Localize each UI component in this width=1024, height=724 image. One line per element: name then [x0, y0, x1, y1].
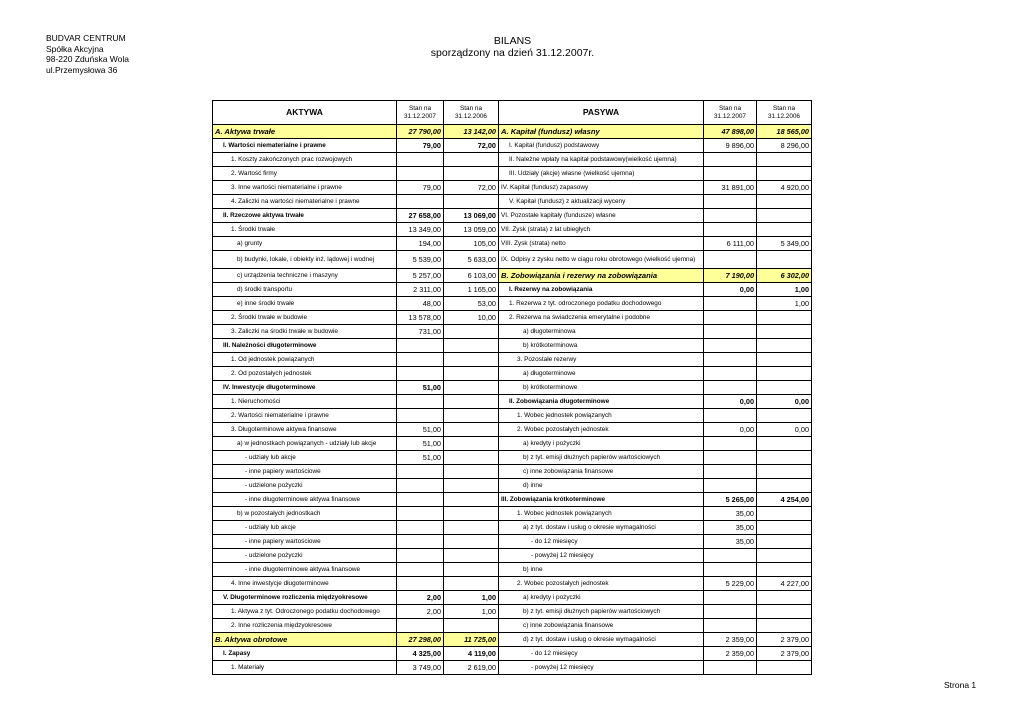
pasywa-value-2007: 0,00 [704, 395, 757, 409]
table-row [213, 339, 812, 353]
aktywa-label: b) budynki, lokale, i obiekty inż. lądowej i wodnej [213, 251, 397, 269]
table-row [213, 633, 812, 647]
pasywa-value-2006 [757, 535, 812, 549]
pasywa-value-2006 [757, 153, 812, 167]
pasywa-value-2007 [704, 591, 757, 605]
company-name: BUDVAR CENTRUM [46, 33, 126, 43]
pasywa-label: I. Rezerwy na zobowiązania [499, 283, 704, 297]
pasywa-label: b) krótkoterminowa [499, 339, 704, 353]
aktywa-value-2006 [444, 549, 499, 563]
table-row [213, 251, 812, 269]
aktywa-value-2007: 51,00 [397, 381, 444, 395]
table-row [213, 521, 812, 535]
aktywa-label: 1. Aktywa z tyt. Odroczonego podatku dochodowego [213, 605, 397, 619]
pasywa-value-2006: 0,00 [757, 395, 812, 409]
pasywa-value-2006: 4 254,00 [757, 493, 812, 507]
pasywa-value-2006: 4 227,00 [757, 577, 812, 591]
table-row [213, 409, 812, 423]
aktywa-label: IV. Inwestycje długoterminowe [213, 381, 397, 395]
table-row [213, 223, 812, 237]
pasywa-value-2006: 4 920,00 [757, 181, 812, 195]
pasywa-label: 1. Wobec jednostek powiązanych [499, 409, 704, 423]
pasywa-value-2007 [704, 381, 757, 395]
aktywa-label: III. Należności długoterminowe [213, 339, 397, 353]
pasywa-value-2006: 0,00 [757, 423, 812, 437]
table-row [213, 311, 812, 325]
aktywa-value-2007 [397, 367, 444, 381]
aktywa-value-2006: 11 725,00 [444, 633, 499, 647]
pasywa-value-2006 [757, 311, 812, 325]
pasywa-label: a) z tyt. dostaw i usług o okresie wymagalności [499, 521, 704, 535]
pasywa-label: 2. Wobec pozostałych jednostek [499, 577, 704, 591]
pasywa-label: c) inne zobowiązania finansowe [499, 619, 704, 633]
table-row [213, 437, 812, 451]
aktywa-value-2007: 51,00 [397, 451, 444, 465]
aktywa-value-2007 [397, 339, 444, 353]
aktywa-label: 2. Od pozostałych jednostek [213, 367, 397, 381]
aktywa-value-2007 [397, 153, 444, 167]
aktywa-label: II. Rzeczowe aktywa trwałe [213, 209, 397, 223]
table-header-row [213, 101, 812, 125]
pasywa-value-2006 [757, 479, 812, 493]
table-row [213, 167, 812, 181]
aktywa-label: A. Aktywa trwałe [213, 125, 397, 139]
pasywa-value-2006 [757, 195, 812, 209]
pasywa-value-2007: 0,00 [704, 283, 757, 297]
pasywa-value-2007 [704, 563, 757, 577]
pasywa-value-2006: 5 349,00 [757, 237, 812, 251]
pasywa-label: 1. Wobec jednostek powiązanych [499, 507, 704, 521]
pasywa-value-2006 [757, 451, 812, 465]
aktywa-label: - inne długoterminowe aktywa finansowe [213, 493, 397, 507]
pasywa-value-2006 [757, 661, 812, 675]
aktywa-label: 2. Wartości niematerialne i prawne [213, 409, 397, 423]
aktywa-label: 1. Środki trwałe [213, 223, 397, 237]
aktywa-label: 1. Materiały [213, 661, 397, 675]
pasywa-value-2007 [704, 251, 757, 269]
aktywa-value-2007 [397, 167, 444, 181]
table-row [213, 605, 812, 619]
aktywa-value-2007 [397, 465, 444, 479]
pasywa-value-2006 [757, 353, 812, 367]
pasywa-label: - do 12 miesięcy [499, 535, 704, 549]
table-row [213, 283, 812, 297]
pasywa-label: b) z tyt. emisji dłużnych papierów wartościowych [499, 605, 704, 619]
pasywa-label: II. Należne wpłaty na kapitał podstawowy(wielkość ujemna) [499, 153, 704, 167]
pasywa-value-2007: 35,00 [704, 535, 757, 549]
pasywa-label: 2. Wobec pozostałych jednostek [499, 423, 704, 437]
pasywa-label: a) długoterminowa [499, 325, 704, 339]
aktywa-value-2007: 2 311,00 [397, 283, 444, 297]
pasywa-label: IX. Odpisy z zysku netto w ciągu roku obrotowego (wielkość ujemna) [499, 251, 704, 269]
aktywa-value-2006: 10,00 [444, 311, 499, 325]
aktywa-label: 2. Inne rozliczenia międzyokresowe [213, 619, 397, 633]
table-row [213, 535, 812, 549]
pasywa-value-2006: 6 302,00 [757, 269, 812, 283]
aktywa-label: - udzielone pożyczki [213, 549, 397, 563]
document-title [380, 35, 645, 59]
aktywa-value-2006 [444, 353, 499, 367]
pasywa-value-2007: 35,00 [704, 507, 757, 521]
aktywa-value-2006: 5 633,00 [444, 251, 499, 269]
aktywa-label: e) inne środki trwałe [213, 297, 397, 311]
pasywa-value-2007 [704, 661, 757, 675]
pasywa-value-2006 [757, 209, 812, 223]
pasywa-value-2006 [757, 251, 812, 269]
aktywa-value-2007 [397, 493, 444, 507]
aktywa-value-2007 [397, 395, 444, 409]
aktywa-label: b) w pozostałych jednostkach [213, 507, 397, 521]
pasywa-label: 2. Rezerwa na świadczenia emerytalne i podobne [499, 311, 704, 325]
aktywa-value-2006 [444, 325, 499, 339]
aktywa-value-2006 [444, 451, 499, 465]
pasywa-value-2007 [704, 223, 757, 237]
pasywa-label: - do 12 miesięcy [499, 647, 704, 661]
aktywa-value-2007 [397, 549, 444, 563]
pasywa-value-2007: 0,00 [704, 423, 757, 437]
company-postal: 98-220 Zduńska Wola [46, 54, 130, 64]
title-main: BILANS [493, 35, 532, 47]
pasywa-value-2007: 2 359,00 [704, 647, 757, 661]
pasywa-value-2007 [704, 311, 757, 325]
pasywa-label: III. Zobowiązania krótkoterminowe [499, 493, 704, 507]
pasywa-value-2007 [704, 465, 757, 479]
pasywa-label: VII. Zysk (strata) z lat ubiegłych [499, 223, 704, 237]
pasywa-value-2007 [704, 367, 757, 381]
pasywa-value-2007 [704, 195, 757, 209]
table-row [213, 125, 812, 139]
pasywa-value-2007 [704, 325, 757, 339]
table-row [213, 451, 812, 465]
aktywa-value-2006 [444, 535, 499, 549]
aktywa-value-2007: 5 539,00 [397, 251, 444, 269]
pasywa-value-2006 [757, 549, 812, 563]
table-row [213, 647, 812, 661]
balance-sheet-table [212, 100, 812, 675]
aktywa-value-2007 [397, 535, 444, 549]
aktywa-value-2006: 105,00 [444, 237, 499, 251]
table-row [213, 423, 812, 437]
aktywa-value-2007 [397, 479, 444, 493]
table-row [213, 139, 812, 153]
pasywa-label: V. Kapitał (fundusz) z aktualizacji wyceny [499, 195, 704, 209]
aktywa-label: V. Długoterminowe rozliczenia międzyokresowe [213, 591, 397, 605]
aktywa-label: - inne papiery wartościowe [213, 465, 397, 479]
pasywa-value-2007 [704, 339, 757, 353]
pasywa-label: I. Kapitał (fundusz) podstawowy [499, 139, 704, 153]
aktywa-value-2007 [397, 521, 444, 535]
aktywa-value-2007: 3 749,00 [397, 661, 444, 675]
table-row [213, 465, 812, 479]
pasywa-value-2007 [704, 209, 757, 223]
aktywa-value-2007 [397, 353, 444, 367]
pasywa-label: III. Udziały (akcje) własne (wielkość ujemna) [499, 167, 704, 181]
pasywa-value-2006 [757, 619, 812, 633]
aktywa-value-2007: 79,00 [397, 181, 444, 195]
table-row [213, 209, 812, 223]
aktywa-label: 1. Od jednostek powiązanych [213, 353, 397, 367]
company-info [46, 33, 129, 75]
aktywa-value-2006: 72,00 [444, 139, 499, 153]
table-row [213, 507, 812, 521]
aktywa-label: I. Zapasy [213, 647, 397, 661]
aktywa-label: - udziały lub akcje [213, 521, 397, 535]
aktywa-label: 3. Inne wartości niematerialne i prawne [213, 181, 397, 195]
aktywa-value-2006: 53,00 [444, 297, 499, 311]
pasywa-value-2007: 2 359,00 [704, 633, 757, 647]
aktywa-value-2007: 731,00 [397, 325, 444, 339]
pasywa-value-2007: 9 896,00 [704, 139, 757, 153]
aktywa-value-2007: 4 325,00 [397, 647, 444, 661]
pasywa-value-2007: 7 190,00 [704, 269, 757, 283]
aktywa-value-2007: 79,00 [397, 139, 444, 153]
aktywa-value-2007: 194,00 [397, 237, 444, 251]
aktywa-value-2006 [444, 479, 499, 493]
aktywa-label: a) grunty [213, 237, 397, 251]
pasywa-value-2007: 35,00 [704, 521, 757, 535]
aktywa-label: 3. Długoterminowe aktywa finansowe [213, 423, 397, 437]
aktywa-label: - udziały lub akcje [213, 451, 397, 465]
aktywa-col-2006-header: Stan na 31.12.2006 [444, 101, 499, 125]
aktywa-label: 3. Zaliczki na środki trwałe w budowie [213, 325, 397, 339]
aktywa-value-2006: 4 119,00 [444, 647, 499, 661]
pasywa-col-2007-header: Stan na 31.12.2007 [704, 101, 757, 125]
pasywa-label: b) krótkoterminowe [499, 381, 704, 395]
aktywa-label: 4. Zaliczki na wartości niematerialne i prawne [213, 195, 397, 209]
aktywa-value-2006 [444, 465, 499, 479]
pasywa-value-2006 [757, 339, 812, 353]
table-row [213, 591, 812, 605]
pasywa-label: a) długoterminowe [499, 367, 704, 381]
pasywa-value-2006 [757, 381, 812, 395]
pasywa-value-2006 [757, 605, 812, 619]
pasywa-value-2007 [704, 451, 757, 465]
aktywa-value-2007 [397, 409, 444, 423]
title-date: sporządzony na dzień 31.12.2007r. [430, 47, 595, 59]
pasywa-value-2006 [757, 437, 812, 451]
table-row [213, 619, 812, 633]
aktywa-label: c) urządzenia techniczne i maszyny [213, 269, 397, 283]
pasywa-label: d) inne [499, 479, 704, 493]
pasywa-value-2007 [704, 479, 757, 493]
aktywa-value-2006 [444, 339, 499, 353]
table-row [213, 563, 812, 577]
aktywa-label: - inne papiery wartościowe [213, 535, 397, 549]
pasywa-label: B. Zobowiązania i rezerwy na zobowiązania [499, 269, 704, 283]
aktywa-label: B. Aktywa obrotowe [213, 633, 397, 647]
pasywa-label: II. Zobowiązania długoterminowe [499, 395, 704, 409]
table-row [213, 269, 812, 283]
aktywa-value-2006 [444, 577, 499, 591]
pasywa-value-2006 [757, 465, 812, 479]
aktywa-label: 4. Inne inwestycje długoterminowe [213, 577, 397, 591]
aktywa-value-2006 [444, 493, 499, 507]
pasywa-value-2006 [757, 167, 812, 181]
pasywa-label: 3. Pozostałe rezerwy [499, 353, 704, 367]
aktywa-header: AKTYWA [213, 101, 397, 125]
aktywa-col-2007-header: Stan na 31.12.2007 [397, 101, 444, 125]
pasywa-value-2007 [704, 409, 757, 423]
pasywa-value-2006 [757, 563, 812, 577]
pasywa-label: VIII. Zysk (strata) netto [499, 237, 704, 251]
aktywa-value-2006 [444, 367, 499, 381]
pasywa-value-2007: 5 229,00 [704, 577, 757, 591]
pasywa-value-2006 [757, 367, 812, 381]
aktywa-value-2006: 13 069,00 [444, 209, 499, 223]
aktywa-value-2006 [444, 619, 499, 633]
aktywa-value-2006: 1 165,00 [444, 283, 499, 297]
pasywa-value-2006: 1,00 [757, 283, 812, 297]
pasywa-label: a) kredyty i pożyczki [499, 591, 704, 605]
pasywa-value-2007: 5 265,00 [704, 493, 757, 507]
aktywa-value-2006 [444, 521, 499, 535]
pasywa-value-2006 [757, 521, 812, 535]
pasywa-value-2006 [757, 325, 812, 339]
pasywa-label: b) inne [499, 563, 704, 577]
aktywa-label: 2. Środki trwałe w budowie [213, 311, 397, 325]
company-street: ul.Przemysłowa 36 [46, 64, 118, 75]
pasywa-value-2006 [757, 223, 812, 237]
aktywa-value-2006: 2 619,00 [444, 661, 499, 675]
aktywa-value-2007: 51,00 [397, 423, 444, 437]
pasywa-value-2006 [757, 409, 812, 423]
aktywa-label: d) środki transportu [213, 283, 397, 297]
aktywa-value-2007: 2,00 [397, 591, 444, 605]
table-row [213, 549, 812, 563]
aktywa-value-2006 [444, 153, 499, 167]
table-row [213, 325, 812, 339]
pasywa-value-2006: 2 379,00 [757, 647, 812, 661]
pasywa-value-2006: 2 379,00 [757, 633, 812, 647]
aktywa-value-2006 [444, 437, 499, 451]
aktywa-value-2006 [444, 423, 499, 437]
pasywa-value-2007: 47 898,00 [704, 125, 757, 139]
pasywa-value-2006: 1,00 [757, 297, 812, 311]
pasywa-label: d) z tyt. dostaw i usług o okresie wymagalności [499, 633, 704, 647]
aktywa-value-2006: 13 142,00 [444, 125, 499, 139]
aktywa-value-2006: 1,00 [444, 605, 499, 619]
aktywa-label: I. Wartości niematerialne i prawne [213, 139, 397, 153]
aktywa-value-2006 [444, 395, 499, 409]
aktywa-value-2007 [397, 507, 444, 521]
aktywa-value-2006 [444, 381, 499, 395]
aktywa-value-2006 [444, 507, 499, 521]
pasywa-label: c) inne zobowiązania finansowe [499, 465, 704, 479]
table-row [213, 577, 812, 591]
aktywa-label: - inne długoterminowe aktywa finansowe [213, 563, 397, 577]
table-row [213, 479, 812, 493]
pasywa-label: 1. Rezerwa z tyt. odroczonego podatku dochodowego [499, 297, 704, 311]
pasywa-label: - powyżej 12 miesięcy [499, 661, 704, 675]
aktywa-value-2006 [444, 195, 499, 209]
table-row [213, 395, 812, 409]
aktywa-value-2007: 13 349,00 [397, 223, 444, 237]
pasywa-label: b) z tyt. emisji dłużnych papierów wartościowych [499, 451, 704, 465]
pasywa-label: - powyżej 12 miesięcy [499, 549, 704, 563]
aktywa-value-2007: 13 578,00 [397, 311, 444, 325]
table-row [213, 381, 812, 395]
pasywa-value-2006: 8 296,00 [757, 139, 812, 153]
aktywa-value-2007: 27 298,00 [397, 633, 444, 647]
pasywa-value-2007 [704, 437, 757, 451]
table-row [213, 353, 812, 367]
table-row [213, 367, 812, 381]
aktywa-label: - udzielone pożyczki [213, 479, 397, 493]
pasywa-label: a) kredyty i pożyczki [499, 437, 704, 451]
pasywa-header: PASYWA [499, 101, 704, 125]
pasywa-value-2007: 6 111,00 [704, 237, 757, 251]
pasywa-value-2006 [757, 507, 812, 521]
table-row [213, 153, 812, 167]
pasywa-col-2006-header: Stan na 31.12.2006 [757, 101, 812, 125]
aktywa-label: 1. Koszty zakończonych prac rozwojowych [213, 153, 397, 167]
pasywa-value-2007 [704, 167, 757, 181]
aktywa-value-2007 [397, 563, 444, 577]
aktywa-value-2007: 51,00 [397, 437, 444, 451]
aktywa-value-2006: 13 059,00 [444, 223, 499, 237]
table-row [213, 493, 812, 507]
aktywa-value-2006 [444, 167, 499, 181]
table-row [213, 297, 812, 311]
aktywa-value-2007 [397, 195, 444, 209]
table-row [213, 237, 812, 251]
aktywa-value-2006: 72,00 [444, 181, 499, 195]
pasywa-value-2007 [704, 153, 757, 167]
pasywa-value-2007 [704, 353, 757, 367]
table-row [213, 181, 812, 195]
pasywa-label: VI. Pozostałe kapitały (fundusze) własne [499, 209, 704, 223]
aktywa-value-2007 [397, 619, 444, 633]
pasywa-value-2007 [704, 605, 757, 619]
pasywa-value-2006: 18 565,00 [757, 125, 812, 139]
aktywa-value-2007: 2,00 [397, 605, 444, 619]
aktywa-label: 2. Wartość firmy [213, 167, 397, 181]
pasywa-value-2007 [704, 549, 757, 563]
page-number: Strona 1 [944, 680, 977, 690]
aktywa-value-2007 [397, 577, 444, 591]
pasywa-value-2007: 31 891,00 [704, 181, 757, 195]
pasywa-value-2007 [704, 297, 757, 311]
aktywa-value-2007: 48,00 [397, 297, 444, 311]
pasywa-label: A. Kapitał (fundusz) własny [499, 125, 704, 139]
aktywa-value-2007: 27 658,00 [397, 209, 444, 223]
aktywa-value-2006: 1,00 [444, 591, 499, 605]
aktywa-value-2007: 5 257,00 [397, 269, 444, 283]
aktywa-value-2006: 6 103,00 [444, 269, 499, 283]
pasywa-label: IV. Kapitał (fundusz) zapasowy [499, 181, 704, 195]
aktywa-value-2006 [444, 563, 499, 577]
aktywa-label: 1. Nieruchomości [213, 395, 397, 409]
company-form: Spółka Akcyjna [46, 43, 104, 54]
pasywa-value-2006 [757, 591, 812, 605]
aktywa-label: a) w jednostkach powiązanych - udziały lub akcje [213, 437, 397, 451]
aktywa-value-2006 [444, 409, 499, 423]
pasywa-value-2007 [704, 619, 757, 633]
table-row [213, 661, 812, 675]
aktywa-value-2007: 27 790,00 [397, 125, 444, 139]
table-row [213, 195, 812, 209]
